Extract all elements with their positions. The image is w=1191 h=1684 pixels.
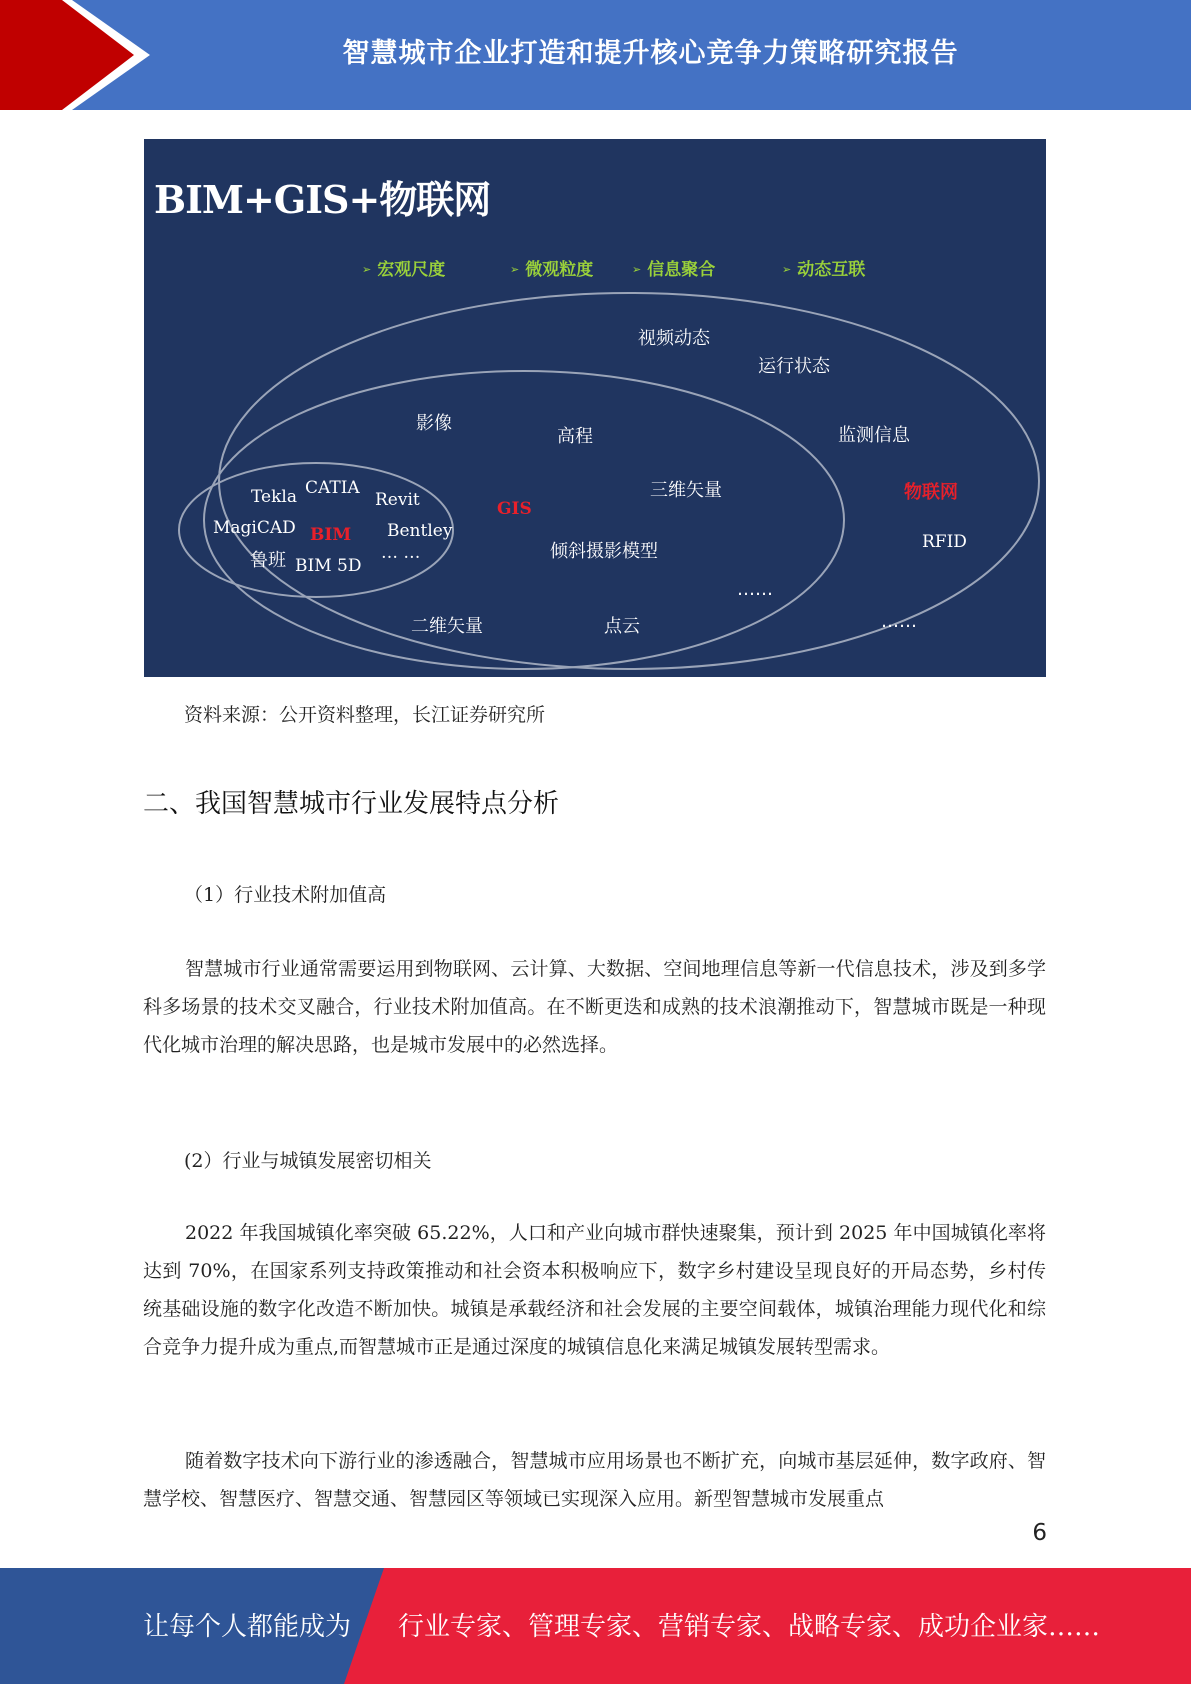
- label-bentley: Bentley: [387, 521, 453, 541]
- label-gis-more: ……: [737, 579, 773, 600]
- paragraph-1: 智慧城市行业通常需要运用到物联网、云计算、大数据、空间地理信息等新一代信息技术，涉及到多学科多场景的技术交叉融合，行业技术附加值高。在不断更迭和成熟的技术浪潮推动下，智慧城市既是一种现代化城市治理的解决思路，也是城市发展中的必然选择。: [143, 958, 1046, 1056]
- label-tekla: Tekla: [251, 487, 297, 507]
- tag-macro: ➢ 宏观尺度: [362, 260, 446, 280]
- label-bim-more: … …: [381, 543, 421, 563]
- footer-slogan-right: 行业专家、管理专家、营销专家、战略专家、成功企业家……: [398, 1612, 1101, 1642]
- label-elevation: 高程: [557, 426, 593, 447]
- paragraph-3: 随着数字技术向下游行业的渗透融合，智慧城市应用场景也不断扩充，向城市基层延伸，数字政府、智慧学校、智慧医疗、智慧交通、智慧园区等领域已实现深入应用。新型智慧城市发展重点: [143, 1450, 1046, 1510]
- page-footer: [0, 1568, 1191, 1684]
- paragraph-2: 2022 年我国城镇化率突破 65.22%，人口和产业向城市群快速聚集，预计到 2025 年中国城镇化率将达到 70%，在国家系列支持政策推动和社会资本积极响应下，数字乡村建设呈现良好的开局态势，乡村传统基础设施的数字化改造不断加快。城镇是承载经济和社会发展的主要空间载体，城镇治理能力现代化和综合竞争力提升成为重点,而智慧城市正是通过深度的城镇信息化来满足城镇发展转型需求。: [143, 1222, 1046, 1358]
- label-iot-more: ……: [881, 611, 917, 632]
- label-monitor: 监测信息: [838, 425, 910, 446]
- label-iot: 物联网: [904, 482, 958, 503]
- bim-gis-iot-figure: [144, 139, 1046, 677]
- label-point-cloud: 点云: [604, 616, 640, 637]
- label-rfid: RFID: [922, 532, 967, 552]
- label-status: 运行状态: [758, 356, 830, 377]
- arrow-icon: ➢: [510, 263, 520, 276]
- label-bim5d: BIM 5D: [295, 556, 362, 576]
- tag-micro: ➢ 微观粒度: [510, 260, 594, 280]
- gis-ellipse: [204, 371, 844, 669]
- label-oblique: 倾斜摄影模型: [550, 541, 658, 562]
- label-magicad: MagiCAD: [213, 518, 296, 538]
- tag-aggregation: ➢ 信息聚合: [632, 260, 716, 280]
- footer-slogan-left: 让每个人都能成为: [143, 1612, 352, 1642]
- figure-title: BIM+GIS+物联网: [154, 177, 491, 222]
- report-title: 智慧城市企业打造和提升核心竞争力策略研究报告: [342, 37, 959, 69]
- label-luban: 鲁班: [250, 550, 286, 571]
- subheading-2: (2）行业与城镇发展密切相关: [184, 1150, 432, 1172]
- section-heading: 二、我国智慧城市行业发展特点分析: [143, 789, 560, 819]
- arrow-icon: ➢: [362, 263, 372, 276]
- label-image: 影像: [416, 413, 452, 434]
- label-revit: Revit: [375, 490, 420, 510]
- page-number: 6: [1032, 1520, 1047, 1546]
- arrow-icon: ➢: [782, 263, 792, 276]
- label-gis: GIS: [497, 499, 532, 519]
- label-catia: CATIA: [305, 478, 360, 498]
- page-header: [0, 0, 1191, 110]
- subheading-1: （1）行业技术附加值高: [184, 884, 387, 906]
- label-bim: BIM: [310, 525, 352, 545]
- arrow-icon: ➢: [632, 263, 642, 276]
- label-2d-vector: 二维矢量: [411, 616, 483, 637]
- label-3d-vector: 三维矢量: [650, 480, 722, 501]
- figure-caption: 资料来源：公开资料整理，长江证券研究所: [184, 704, 546, 726]
- tag-interconnect: ➢ 动态互联: [782, 260, 866, 280]
- label-video: 视频动态: [638, 328, 710, 349]
